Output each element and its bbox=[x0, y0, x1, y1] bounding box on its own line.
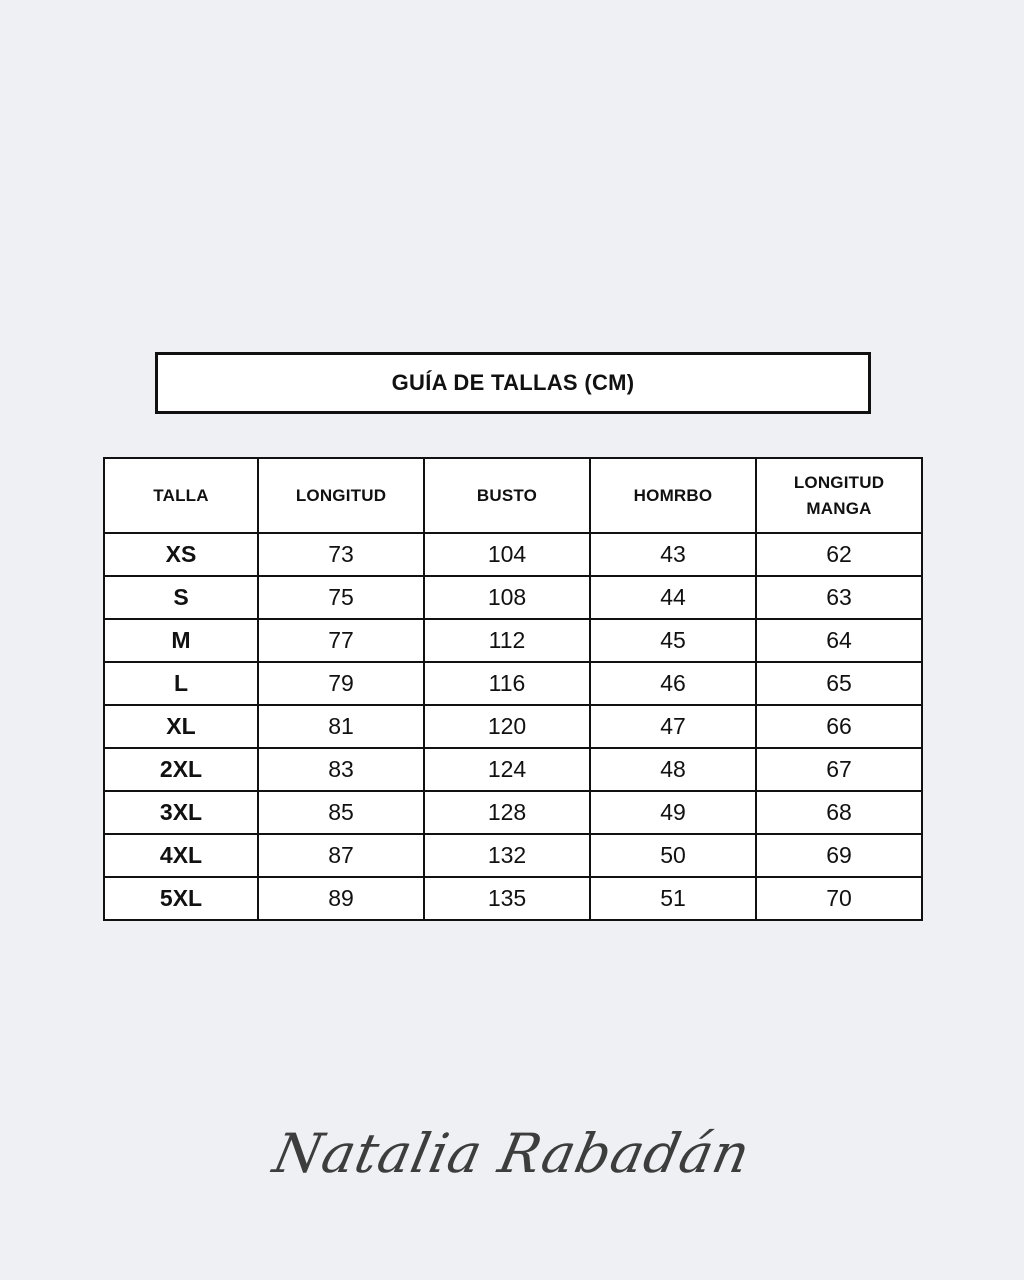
longitud-cell: 89 bbox=[258, 877, 424, 920]
longitud-manga-cell: 67 bbox=[756, 748, 922, 791]
hombro-cell: 48 bbox=[590, 748, 756, 791]
busto-cell: 120 bbox=[424, 705, 590, 748]
longitud-cell: 77 bbox=[258, 619, 424, 662]
size-guide-title-box bbox=[155, 352, 871, 414]
longitud-cell: 73 bbox=[258, 533, 424, 576]
longitud-manga-cell: 62 bbox=[756, 533, 922, 576]
busto-cell: 116 bbox=[424, 662, 590, 705]
size-cell: XS bbox=[104, 533, 258, 576]
hombro-cell: 47 bbox=[590, 705, 756, 748]
size-cell: 2XL bbox=[104, 748, 258, 791]
table-row bbox=[104, 576, 922, 619]
longitud-cell: 85 bbox=[258, 791, 424, 834]
table-row bbox=[104, 705, 922, 748]
longitud-cell: 81 bbox=[258, 705, 424, 748]
busto-cell: 112 bbox=[424, 619, 590, 662]
busto-cell: 128 bbox=[424, 791, 590, 834]
table-row bbox=[104, 533, 922, 576]
longitud-manga-cell: 65 bbox=[756, 662, 922, 705]
hombro-cell: 43 bbox=[590, 533, 756, 576]
hombro-cell: 45 bbox=[590, 619, 756, 662]
longitud-manga-cell: 69 bbox=[756, 834, 922, 877]
size-guide-title: GUÍA DE TALLAS (CM) bbox=[391, 370, 635, 395]
hombro-cell: 50 bbox=[590, 834, 756, 877]
busto-cell: 104 bbox=[424, 533, 590, 576]
header-busto: BUSTO bbox=[424, 458, 590, 533]
brand-signature-logo: Natalia Rabadán bbox=[267, 1122, 757, 1185]
table-row bbox=[104, 748, 922, 791]
longitud-cell: 79 bbox=[258, 662, 424, 705]
size-cell: 4XL bbox=[104, 834, 258, 877]
table-row bbox=[104, 877, 922, 920]
hombro-cell: 46 bbox=[590, 662, 756, 705]
header-longitud: LONGITUD bbox=[258, 458, 424, 533]
header-longitud-manga: LONGITUD MANGA bbox=[756, 458, 922, 533]
size-cell: XL bbox=[104, 705, 258, 748]
table-row bbox=[104, 791, 922, 834]
hombro-cell: 44 bbox=[590, 576, 756, 619]
table-row bbox=[104, 619, 922, 662]
longitud-manga-cell: 68 bbox=[756, 791, 922, 834]
longitud-cell: 75 bbox=[258, 576, 424, 619]
size-cell: 3XL bbox=[104, 791, 258, 834]
longitud-manga-cell: 66 bbox=[756, 705, 922, 748]
longitud-cell: 83 bbox=[258, 748, 424, 791]
hombro-cell: 51 bbox=[590, 877, 756, 920]
busto-cell: 108 bbox=[424, 576, 590, 619]
size-chart-table bbox=[103, 457, 923, 921]
header-hombro: HOMRBO bbox=[590, 458, 756, 533]
busto-cell: 132 bbox=[424, 834, 590, 877]
longitud-manga-cell: 70 bbox=[756, 877, 922, 920]
busto-cell: 135 bbox=[424, 877, 590, 920]
longitud-manga-cell: 64 bbox=[756, 619, 922, 662]
busto-cell: 124 bbox=[424, 748, 590, 791]
size-cell: S bbox=[104, 576, 258, 619]
header-talla: TALLA bbox=[104, 458, 258, 533]
longitud-cell: 87 bbox=[258, 834, 424, 877]
hombro-cell: 49 bbox=[590, 791, 756, 834]
longitud-manga-cell: 63 bbox=[756, 576, 922, 619]
size-cell: 5XL bbox=[104, 877, 258, 920]
size-cell: M bbox=[104, 619, 258, 662]
size-cell: L bbox=[104, 662, 258, 705]
table-row bbox=[104, 662, 922, 705]
table-row bbox=[104, 834, 922, 877]
table-header-row bbox=[104, 458, 922, 533]
